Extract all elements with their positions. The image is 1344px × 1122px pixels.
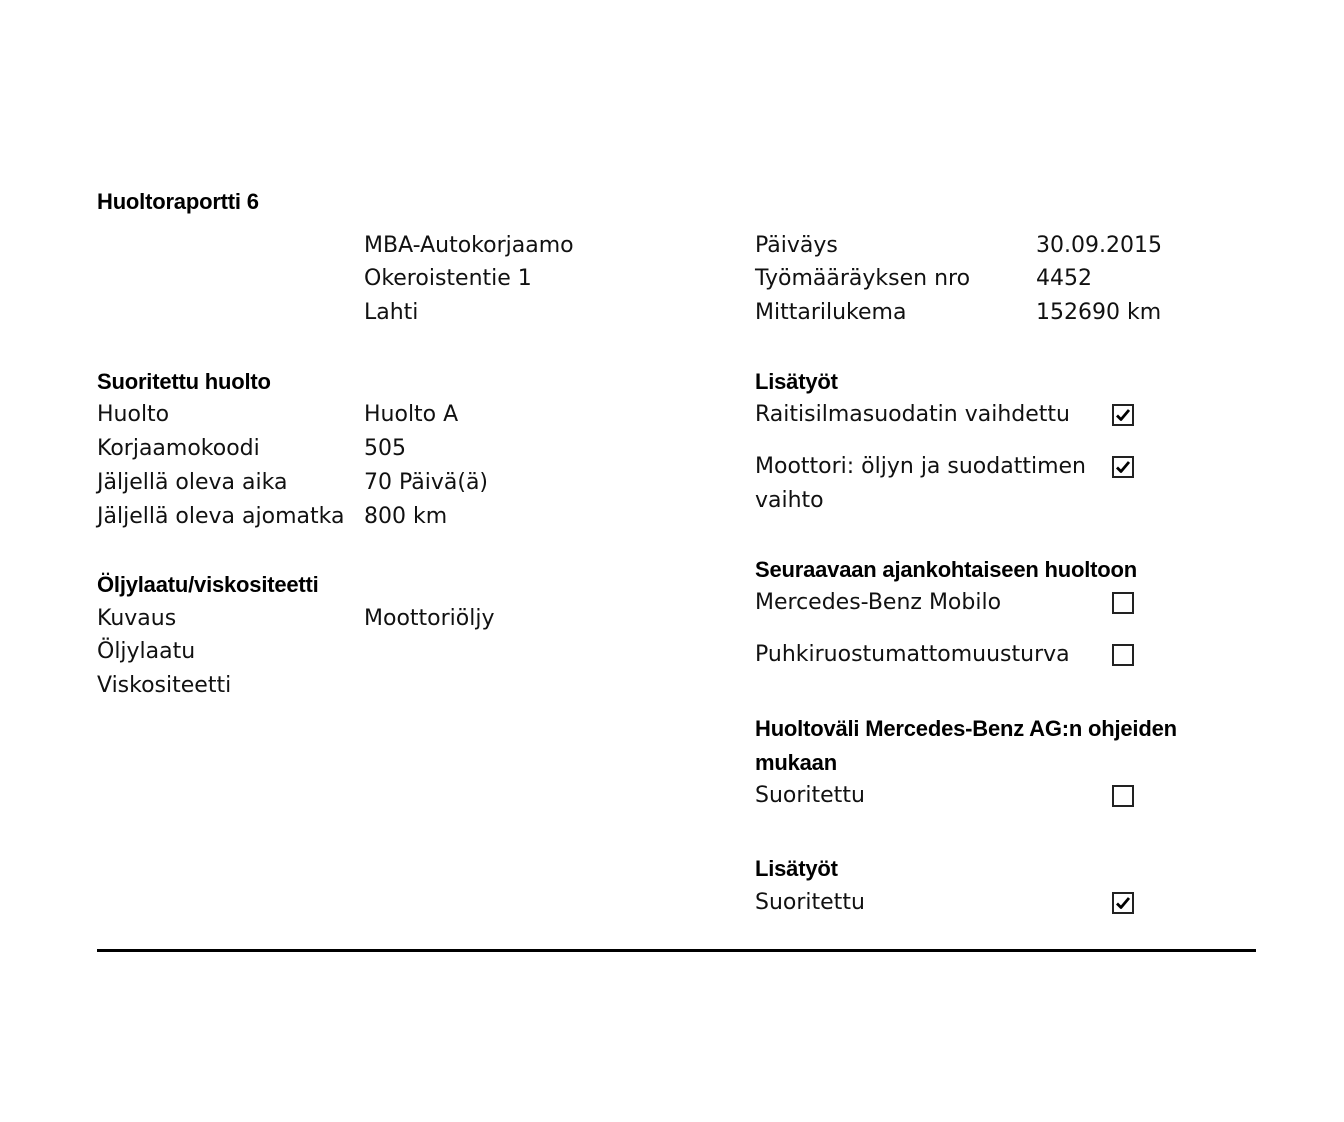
service-label: Huolto — [97, 402, 170, 427]
extra-work-heading: Lisätyöt — [755, 369, 838, 394]
mileage-value: 152690 km — [1036, 300, 1162, 325]
cabin-filter-checkbox[interactable] — [1112, 404, 1134, 426]
workshop-city: Lahti — [364, 300, 419, 325]
oil-quality-label: Öljylaatu — [97, 639, 196, 664]
oil-change-label-line1: Moottori: öljyn ja suodattimen — [755, 454, 1086, 479]
extra-work-2-done-checkbox[interactable] — [1112, 892, 1134, 914]
oil-change-label-line2: vaihto — [755, 488, 824, 513]
order-number-label: Työmääräyksen nro — [755, 266, 971, 291]
mobilo-label: Mercedes-Benz Mobilo — [755, 590, 1002, 615]
checkmark-icon — [1115, 459, 1131, 475]
order-number-value: 4452 — [1036, 266, 1092, 291]
workshop-code-value: 505 — [364, 436, 406, 461]
workshop-street: Okeroistentie 1 — [364, 266, 532, 291]
viscosity-label: Viskositeetti — [97, 673, 232, 698]
oil-description-value: Moottoriöljy — [364, 606, 495, 631]
oil-change-checkbox[interactable] — [1112, 456, 1134, 478]
service-heading: Suoritettu huolto — [97, 369, 271, 394]
page-title: Huoltoraportti 6 — [97, 189, 259, 214]
checkmark-icon — [1115, 895, 1131, 911]
mileage-label: Mittarilukema — [755, 300, 907, 325]
rust-protection-checkbox[interactable] — [1112, 644, 1134, 666]
remaining-time-label: Jäljellä oleva aika — [97, 470, 288, 495]
interval-heading-line2: mukaan — [755, 750, 837, 775]
service-value: Huolto A — [364, 402, 459, 427]
cabin-filter-label: Raitisilmasuodatin vaihdettu — [755, 402, 1070, 427]
date-label: Päiväys — [755, 233, 838, 258]
checkmark-icon — [1115, 407, 1131, 423]
interval-done-checkbox[interactable] — [1112, 785, 1134, 807]
workshop-name: MBA-Autokorjaamo — [364, 233, 574, 258]
interval-heading-line1: Huoltoväli Mercedes-Benz AG:n ohjeiden — [755, 716, 1177, 741]
extra-work-2-heading: Lisätyöt — [755, 856, 838, 881]
bottom-divider — [97, 949, 1256, 952]
date-value: 30.09.2015 — [1036, 233, 1162, 258]
remaining-distance-label: Jäljellä oleva ajomatka — [97, 504, 345, 529]
mobilo-checkbox[interactable] — [1112, 592, 1134, 614]
remaining-distance-value: 800 km — [364, 504, 448, 529]
oil-heading: Öljylaatu/viskositeetti — [97, 572, 319, 597]
interval-done-label: Suoritettu — [755, 783, 865, 808]
remaining-time-value: 70 Päivä(ä) — [364, 470, 489, 495]
workshop-code-label: Korjaamokoodi — [97, 436, 260, 461]
next-service-heading: Seuraavaan ajankohtaiseen huoltoon — [755, 557, 1137, 582]
oil-description-label: Kuvaus — [97, 606, 177, 631]
extra-work-2-done-label: Suoritettu — [755, 890, 865, 915]
rust-protection-label: Puhkiruostumattomuusturva — [755, 642, 1070, 667]
